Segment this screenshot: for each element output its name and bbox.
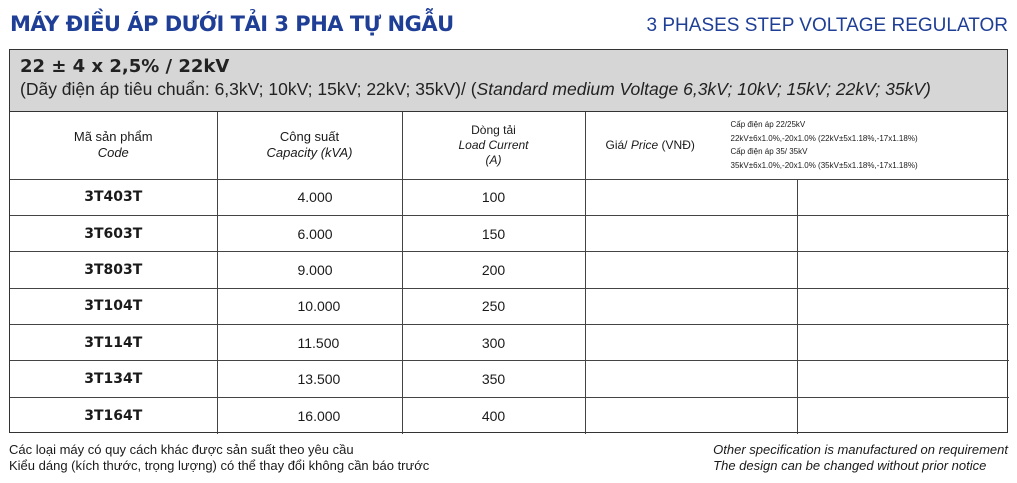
spec-standard-voltage-en: Standard medium Voltage 6,3kV; 10kV; 15kV; 22kV; 35kV) [476, 79, 931, 99]
voltage-levels [731, 118, 918, 172]
price-22kv-cell [585, 215, 797, 251]
column-header-current-en: Load Current [458, 137, 529, 152]
footer-note-vn-2: Kiểu dáng (kích thước, trọng lượng) có thể thay đổi không cần báo trước [9, 458, 430, 473]
spec-band [10, 50, 1007, 112]
load-current-value: 150 [402, 215, 585, 251]
column-header-code [10, 112, 217, 179]
spec-standard-voltage-vn: (Dãy điện áp tiêu chuẩn: 6,3kV; 10kV; 15kV; 22kV; 35kV)/ ( [20, 79, 477, 99]
price-35kv-cell [797, 252, 1009, 288]
column-header-code-en: Code [97, 145, 129, 161]
price-22kv-cell [585, 397, 797, 433]
product-code: 3T803T [10, 252, 217, 288]
price-22kv-cell [585, 179, 797, 215]
table-row [10, 361, 1009, 397]
price-22kv-cell [585, 361, 797, 397]
column-header-current-unit: (A) [485, 152, 502, 167]
footer-note-en-2: The design can be changed without prior notice [713, 458, 987, 473]
capacity-value: 10.000 [217, 288, 402, 324]
voltage-level-35-title: Cấp điện áp 35/ 35kV [730, 147, 808, 157]
capacity-value: 6.000 [217, 215, 402, 251]
voltage-level-22-range: 22kV±6x1.0%,-20x1.0% (22kV±5x1.18%,-17x1.18%) [730, 133, 918, 143]
price-35kv-cell [797, 325, 1009, 361]
capacity-value: 9.000 [217, 252, 402, 288]
load-current-value: 100 [402, 179, 585, 215]
price-label: Giá/ Price (VNĐ) [605, 138, 695, 153]
load-current-value: 350 [402, 361, 585, 397]
product-table [10, 112, 1009, 434]
column-header-capacity-en: Capacity (kVA) [266, 145, 353, 161]
table-row [10, 288, 1009, 324]
load-current-value: 250 [402, 288, 585, 324]
capacity-value: 13.500 [217, 361, 402, 397]
column-header-current [402, 112, 585, 179]
table-row [10, 397, 1009, 433]
column-header-price [585, 112, 1009, 179]
table-body [10, 179, 1009, 434]
column-header-capacity-vn: Công suất [279, 129, 340, 145]
price-35kv-cell [797, 179, 1009, 215]
load-current-value: 200 [402, 252, 585, 288]
load-current-value: 300 [402, 325, 585, 361]
table-row [10, 215, 1009, 251]
column-header-current-vn: Dòng tải [471, 122, 516, 137]
table-header-row [10, 112, 1009, 179]
voltage-level-22-title: Cấp điện áp 22/25kV [730, 120, 806, 130]
product-sheet [9, 49, 1008, 433]
table-row [10, 179, 1009, 215]
price-22kv-cell [585, 288, 797, 324]
spec-rating: 22 ± 4 x 2,5% / 22kV [20, 56, 230, 77]
price-35kv-cell [797, 288, 1009, 324]
load-current-value: 400 [402, 397, 585, 433]
footer-note-vn-1: Các loại máy có quy cách khác được sản suất theo yêu cầu [9, 442, 354, 457]
footer-notes-vn [9, 442, 429, 474]
footer-note-en-1: Other specification is manufactured on requirement [713, 442, 1008, 457]
voltage-level-35-range: 35kV±6x1.0%,-20x1.0% (35kV±5x1.18%,-17x1.18%) [730, 160, 918, 170]
capacity-value: 11.500 [217, 325, 402, 361]
product-code: 3T403T [10, 179, 217, 215]
table-row [10, 325, 1009, 361]
price-22kv-cell [585, 325, 797, 361]
product-code: 3T114T [10, 325, 217, 361]
price-35kv-cell [797, 361, 1009, 397]
capacity-value: 16.000 [217, 397, 402, 433]
price-35kv-cell [797, 397, 1009, 433]
capacity-value: 4.000 [217, 179, 402, 215]
product-code: 3T603T [10, 215, 217, 251]
product-code: 3T134T [10, 361, 217, 397]
product-code: 3T104T [10, 288, 217, 324]
product-code: 3T164T [10, 397, 217, 433]
table-row [10, 252, 1009, 288]
page-header [10, 8, 1008, 48]
column-header-capacity [217, 112, 402, 179]
price-35kv-cell [797, 215, 1009, 251]
page-title-vn: MÁY ĐIỀU ÁP DƯỚI TẢI 3 PHA TỰ NGẪU [10, 12, 454, 36]
price-22kv-cell [585, 252, 797, 288]
spec-standard-voltage [20, 78, 997, 100]
column-header-code-vn: Mã sản phẩm [73, 129, 153, 145]
page-title-en: 3 PHASES STEP VOLTAGE REGULATOR [646, 15, 1008, 36]
footer-notes-en [713, 442, 1008, 474]
